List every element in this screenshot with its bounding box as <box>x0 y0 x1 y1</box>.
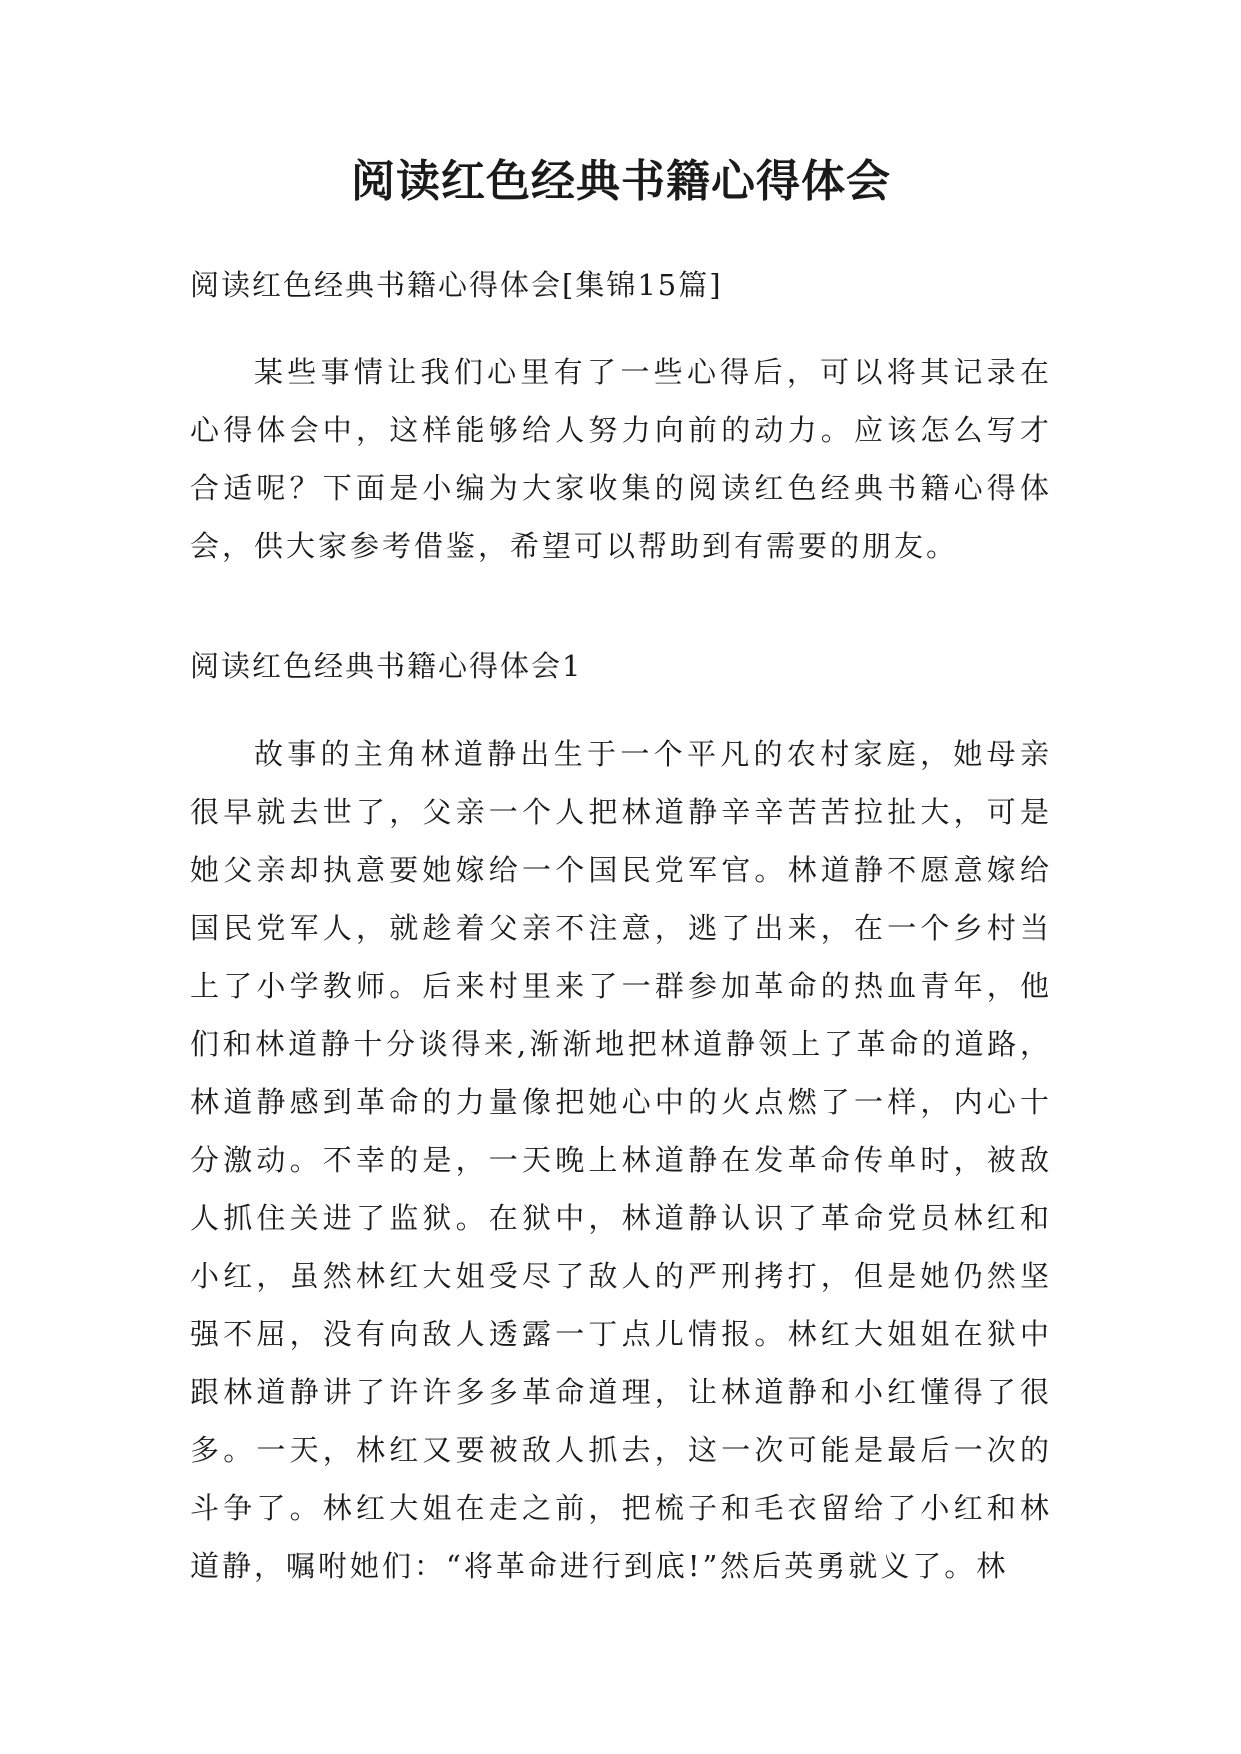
section-1-heading: 阅读红色经典书籍心得体会1 <box>190 649 583 683</box>
document-title: 阅读红色经典书籍心得体会 <box>351 156 891 207</box>
section-1-paragraph: 故事的主角林道静出生于一个平凡的农村家庭，她母亲很早就去世了，父亲一个人把林道静辛辛苦苦拉扯大，可是她父亲却执意要她嫁给一个国民党军官。林道静不愿意嫁给国民党军人，就趁着父亲不注意，逃了出来，在一个乡村当上了小学教师。后来村里来了一群参加革命的热血青年，他们和林道静十分谈得来,渐渐地把林道静领上了革命的道路，林道静感到革命的力量像把她心中的火点燃了一样，内心十分激动。不幸的是，一天晚上林道静在发革命传单时，被敌人抓住关进了监狱。在狱中，林道静认识了革命党员林红和小红，虽然林红大姐受尽了敌人的严刑拷打，但是她仍然坚强不屈，没有向敌人透露一丁点儿情报。林红大姐姐在狱中跟林道静讲了许许多多革命道理，让林道静和小红懂得了很多。一天，林红又要被敌人抓去，这一次可能是最后一次的斗争了。林红大姐在走之前，把梳子和毛衣留给了小红和林道静，嘱咐她们：“将革命进行到底!”然后英勇就义了。林 <box>190 737 1052 1583</box>
intro-heading: 阅读红色经典书籍心得体会[集锦15篇] <box>190 268 723 302</box>
intro-paragraph: 某些事情让我们心里有了一些心得后，可以将其记录在心得体会中，这样能够给人努力向前的动力。应该怎么写才合适呢？下面是小编为大家收集的阅读红色经典书籍心得体会，供大家参考借鉴，希望可以帮助到有需要的朋友。 <box>190 355 1052 563</box>
